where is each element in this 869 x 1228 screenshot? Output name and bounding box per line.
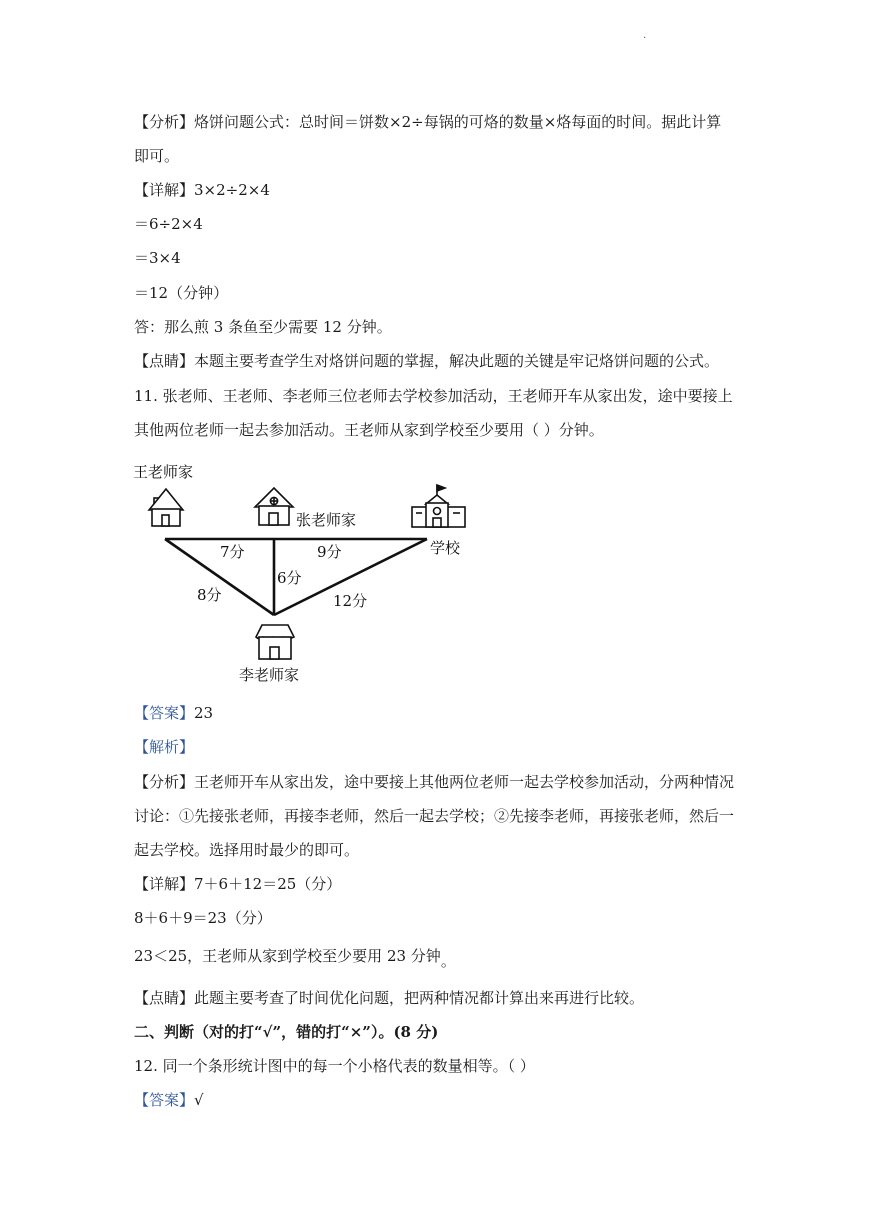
q12-question-line: 12. 同一个条形统计图中的每一个小格代表的数量相等。（ ） <box>134 1057 535 1075</box>
edge-wang-li-label: 8分 <box>197 586 222 604</box>
q10-analysis-line2: 即可。 <box>134 147 180 165</box>
li-home-label: 李老师家 <box>239 666 300 684</box>
analysis-label: 【分析】 <box>134 113 195 131</box>
comment-label: 【点睛】 <box>134 352 195 370</box>
q11-analysis-line3: 起去学校。选择用时最少的即可。 <box>134 841 360 859</box>
q12-answer-line <box>134 1090 204 1110</box>
q11-question-line2: 其他两位老师一起去参加活动。王老师从家到学校至少要用（ ）分钟。 <box>134 421 604 439</box>
analysis-label: 【分析】 <box>134 773 195 791</box>
comment-text: 此题主要考查了时间优化问题，把两种情况都计算出来再进行比较。 <box>194 989 645 1007</box>
q11-analysis-line2: 讨论：①先接张老师，再接李老师，然后一起去学校；②先接李老师，再接张老师，然后一 <box>134 807 735 825</box>
detail-label: 【详解】 <box>134 181 195 199</box>
q11-detail-line2: 8＋6＋9＝23（分） <box>134 909 272 927</box>
comment-label: 【点睛】 <box>134 989 195 1007</box>
answer-label: 【答案】 <box>134 704 195 722</box>
edge-zhang-li-label: 6分 <box>277 569 302 587</box>
q11-detail-line3 <box>134 946 456 970</box>
detail-text: 7＋6＋12＝25（分） <box>194 875 342 893</box>
section2-title: 二、判断（对的打“√”，错的打“×”）。(8 分) <box>134 1023 439 1041</box>
wang-house-icon <box>149 489 183 526</box>
page-mark: . <box>643 30 647 41</box>
school-label: 学校 <box>430 539 461 557</box>
answer-value: 23 <box>194 704 214 722</box>
zhang-house-icon <box>255 488 293 525</box>
detail-period: 。 <box>440 952 456 970</box>
q11-answer-line <box>134 703 213 723</box>
school-icon <box>412 485 465 527</box>
q10-detail-line3: ＝3×4 <box>134 249 181 267</box>
detail-text: 23＜25，王老师从家到学校至少要用 23 分钟 <box>134 947 441 965</box>
q10-comment-line <box>134 351 719 371</box>
edge-li-school-label: 12分 <box>333 592 368 610</box>
q11-question-line1: 11. 张老师、王老师、李老师三位老师去学校参加活动，王老师开车从家出发，途中要接上 <box>134 387 733 405</box>
answer-value: √ <box>194 1091 204 1109</box>
detail-text: 3×2÷2×4 <box>194 181 270 199</box>
detail-label: 【详解】 <box>134 875 195 893</box>
route-diagram <box>120 455 500 690</box>
edge-wang-zhang-label: 7分 <box>220 543 245 561</box>
li-house-icon <box>256 625 294 659</box>
q11-analysis-line1 <box>134 772 734 792</box>
comment-text: 本题主要考查学生对烙饼问题的掌握，解决此题的关键是牢记烙饼问题的公式。 <box>194 352 720 370</box>
q10-detail-line1 <box>134 180 270 200</box>
zhang-home-label: 张老师家 <box>296 511 357 529</box>
q10-analysis-line1 <box>134 112 721 132</box>
q10-answer-line: 答：那么煎 3 条鱼至少需要 12 分钟。 <box>134 318 392 336</box>
edge-zhang-school-label: 9分 <box>317 543 342 561</box>
analysis-text: 烙饼问题公式：总时间＝饼数×2÷每锅的可烙的数量×烙每面的时间。据此计算 <box>194 113 722 131</box>
analysis-text: 王老师开车从家出发，途中要接上其他两位老师一起去学校参加活动，分两种情况 <box>194 773 735 791</box>
q11-explain-label: 【解析】 <box>134 738 195 756</box>
q10-detail-line4: ＝12（分钟） <box>134 284 229 302</box>
wang-home-label: 王老师家 <box>133 463 194 481</box>
q10-detail-line2: ＝6÷2×4 <box>134 215 203 233</box>
q11-detail-line1 <box>134 874 341 894</box>
answer-label: 【答案】 <box>134 1091 195 1109</box>
q11-comment-line <box>134 988 644 1008</box>
